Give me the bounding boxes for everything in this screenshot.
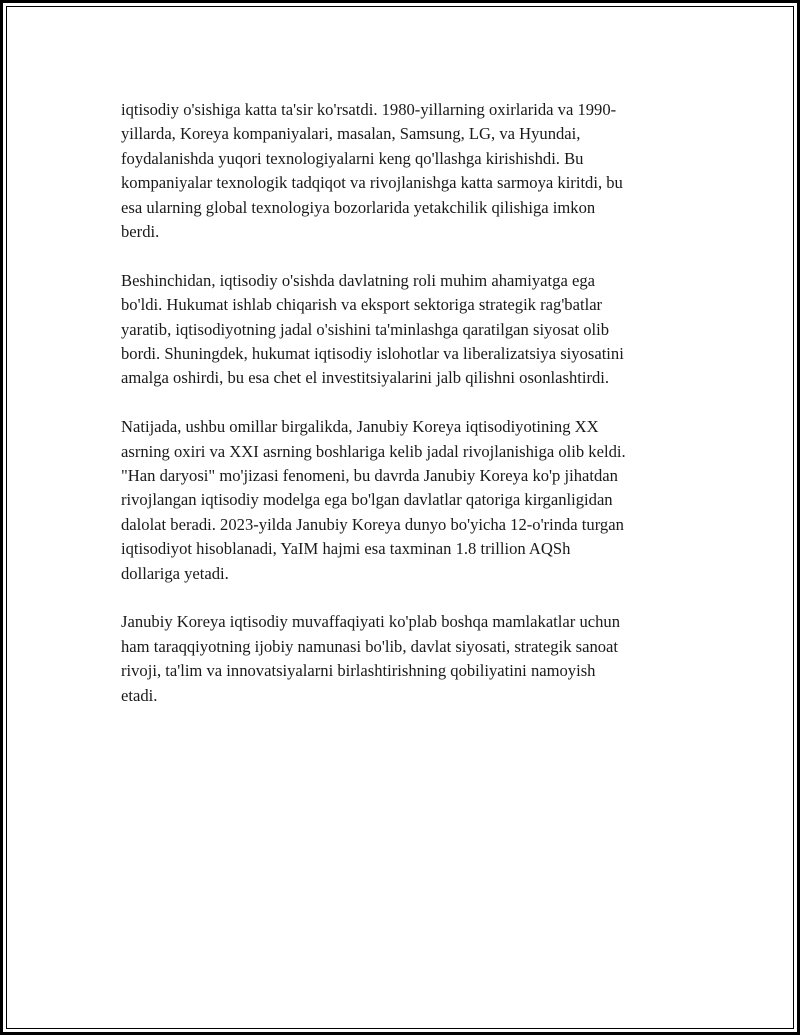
paragraph-4 (121, 610, 681, 708)
text-line: Natijada, ushbu omillar birgalikda, Janubiy Koreya iqtisodiyotining XX (121, 417, 599, 437)
text-line: foydalanishda yuqori texnologiyalarni keng qo'llashga kirishishdi. Bu (121, 148, 584, 168)
paragraph-1 (121, 98, 681, 244)
document-body (121, 98, 681, 733)
text-line: amalga oshirdi, bu esa chet el investitsiyalarini jalb qilishni osonlashtirdi. (121, 368, 610, 388)
text-line: esa ularning global texnologiya bozorlarida yetakchilik qilishiga imkon (121, 197, 596, 217)
text-line: yillarda, Koreya kompaniyalari, masalan, Samsung, LG, va Hyundai, (121, 124, 581, 144)
text-line: Beshinchidan, iqtisodiy o'sishda davlatning roli muhim ahamiyatga ega (121, 270, 595, 290)
text-line: dalolat beradi. 2023-yilda Janubiy Koreya dunyo bo'yicha 12-o'rinda turgan (121, 514, 624, 534)
text-line: yaratib, iqtisodiyotning jadal o'sishini ta'minlashga qaratilgan siyosat olib (121, 319, 610, 339)
text-line: rivoji, ta'lim va innovatsiyalarni birlashtirishning qobiliyatini namoyish (121, 661, 596, 681)
text-line: etadi. (121, 685, 158, 705)
paragraph-2 (121, 269, 681, 391)
text-line: berdi. (121, 222, 160, 242)
text-line: iqtisodiyot hisoblanadi, YaIM hajmi esa taxminan 1.8 trillion AQSh (121, 539, 571, 559)
text-line: ham taraqqiyotning ijobiy namunasi bo'lib, davlat siyosati, strategik sanoat (121, 636, 619, 656)
text-line: bordi. Shuningdek, hukumat iqtisodiy islohotlar va liberalizatsiya siyosatini (121, 344, 624, 364)
text-line: dollariga yetadi. (121, 563, 229, 583)
text-line: "Han daryosi" mo'jizasi fenomeni, bu davrda Janubiy Koreya ko'p jihatdan (121, 466, 618, 486)
text-line: Janubiy Koreya iqtisodiy muvaffaqiyati ko'plab boshqa mamlakatlar uchun (121, 612, 620, 632)
text-line: kompaniyalar texnologik tadqiqot va rivojlanishga katta sarmoya kiritdi, bu (121, 173, 623, 193)
paragraph-3 (121, 415, 681, 586)
text-line: iqtisodiy o'sishiga katta ta'sir ko'rsatdi. 1980-yillarning oxirlarida va 1990- (121, 100, 617, 119)
text-line: bo'ldi. Hukumat ishlab chiqarish va eksport sektoriga strategik rag'batlar (121, 295, 603, 315)
text-line: rivojlangan iqtisodiy modelga ega bo'lgan davlatlar qatoriga kirganligidan (121, 490, 613, 510)
text-line: asrning oxiri va XXI asrning boshlariga kelib jadal rivojlanishiga olib keldi. (121, 441, 626, 461)
